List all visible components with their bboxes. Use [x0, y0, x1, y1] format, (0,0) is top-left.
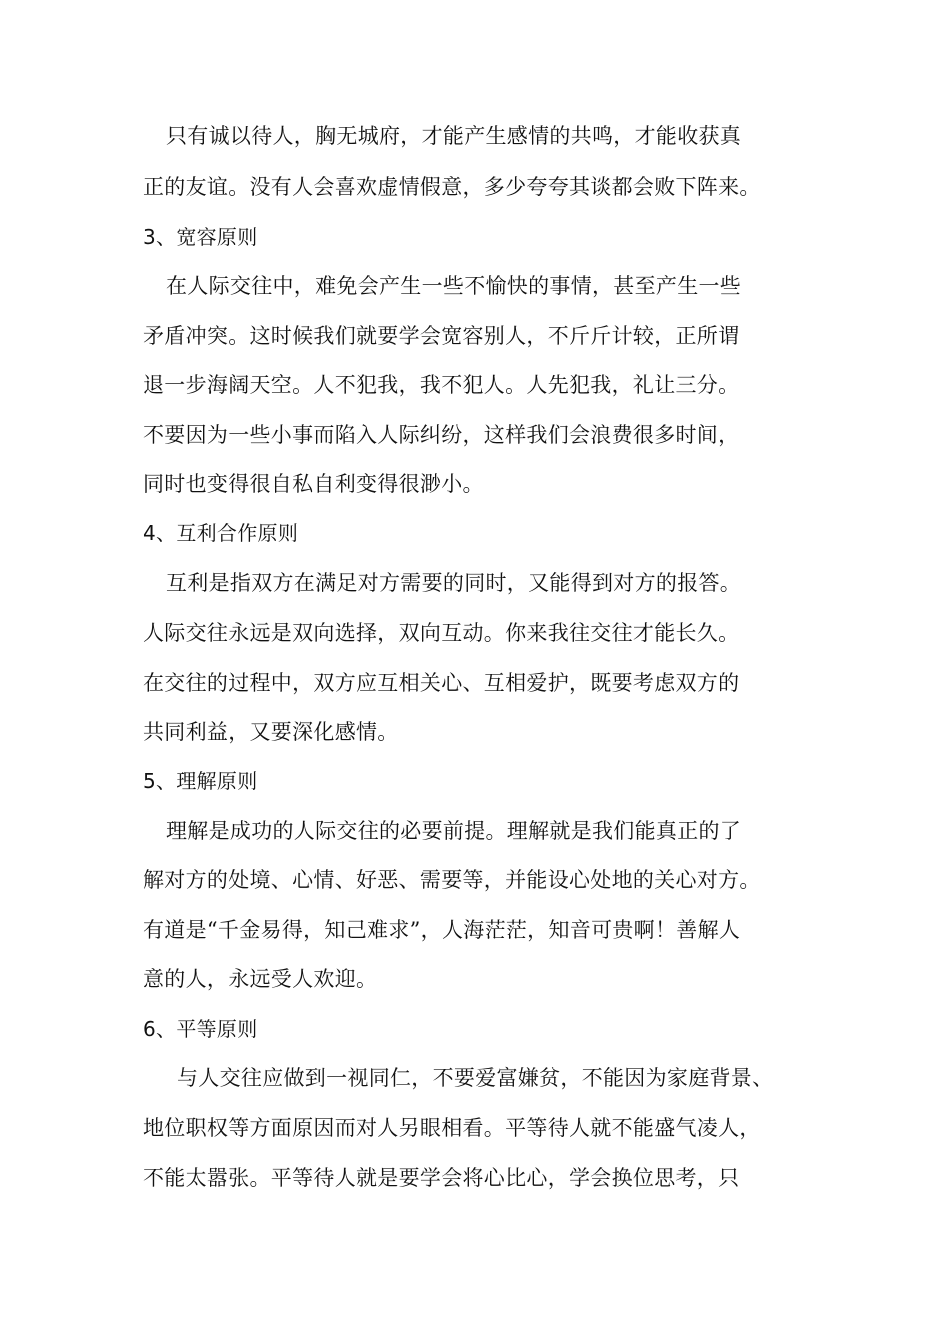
- paragraph-line: 矛盾冲突。这时候我们就要学会宽容别人，不斤斤计较，正所谓: [143, 324, 740, 348]
- section-heading-6: 6、平等原则: [143, 1017, 258, 1041]
- paragraph-line: 互利是指双方在满足对方需要的同时，又能得到对方的报答。: [166, 571, 742, 595]
- paragraph-line: 有道是“千金易得，知己难求”，人海茫茫，知音可贵啊！善解人: [143, 918, 741, 942]
- section-heading-5: 5、理解原则: [143, 769, 258, 793]
- paragraph-line: 正的友谊。没有人会喜欢虚情假意，多少夸夸其谈都会败下阵来。: [143, 175, 761, 199]
- section-heading-3: 3、宽容原则: [143, 225, 258, 249]
- paragraph-line: 不要因为一些小事而陷入人际纠纷，这样我们会浪费很多时间，: [143, 423, 740, 447]
- paragraph-line: 在交往的过程中，双方应互相关心、互相爱护，既要考虑双方的: [143, 671, 740, 695]
- paragraph-line: 解对方的处境、心情、好恶、需要等，并能设心处地的关心对方。: [143, 868, 761, 892]
- paragraph-line: 与人交往应做到一视同仁，不要爱富嫌贫，不能因为家庭背景、: [177, 1066, 774, 1090]
- paragraph-line: 意的人，永远受人欢迎。: [143, 967, 378, 991]
- paragraph-line: 人际交往永远是双向选择，双向互动。你来我往交往才能长久。: [143, 621, 740, 645]
- paragraph-line: 地位职权等方面原因而对人另眼相看。平等待人就不能盛气凌人，: [143, 1116, 761, 1140]
- paragraph-line: 退一步海阔天空。人不犯我，我不犯人。人先犯我，礼让三分。: [143, 373, 740, 397]
- paragraph-line: 只有诚以待人，胸无城府，才能产生感情的共鸣，才能收获真: [166, 124, 742, 148]
- paragraph-line: 共同利益，又要深化感情。: [143, 720, 399, 744]
- section-heading-4: 4、互利合作原则: [143, 521, 299, 545]
- paragraph-line: 理解是成功的人际交往的必要前提。理解就是我们能真正的了: [166, 819, 742, 843]
- paragraph-line: 不能太嚣张。平等待人就是要学会将心比心，学会换位思考，只: [143, 1166, 740, 1190]
- paragraph-line: 在人际交往中，难免会产生一些不愉快的事情，甚至产生一些: [166, 274, 742, 298]
- paragraph-line: 同时也变得很自私自利变得很渺小。: [143, 472, 484, 496]
